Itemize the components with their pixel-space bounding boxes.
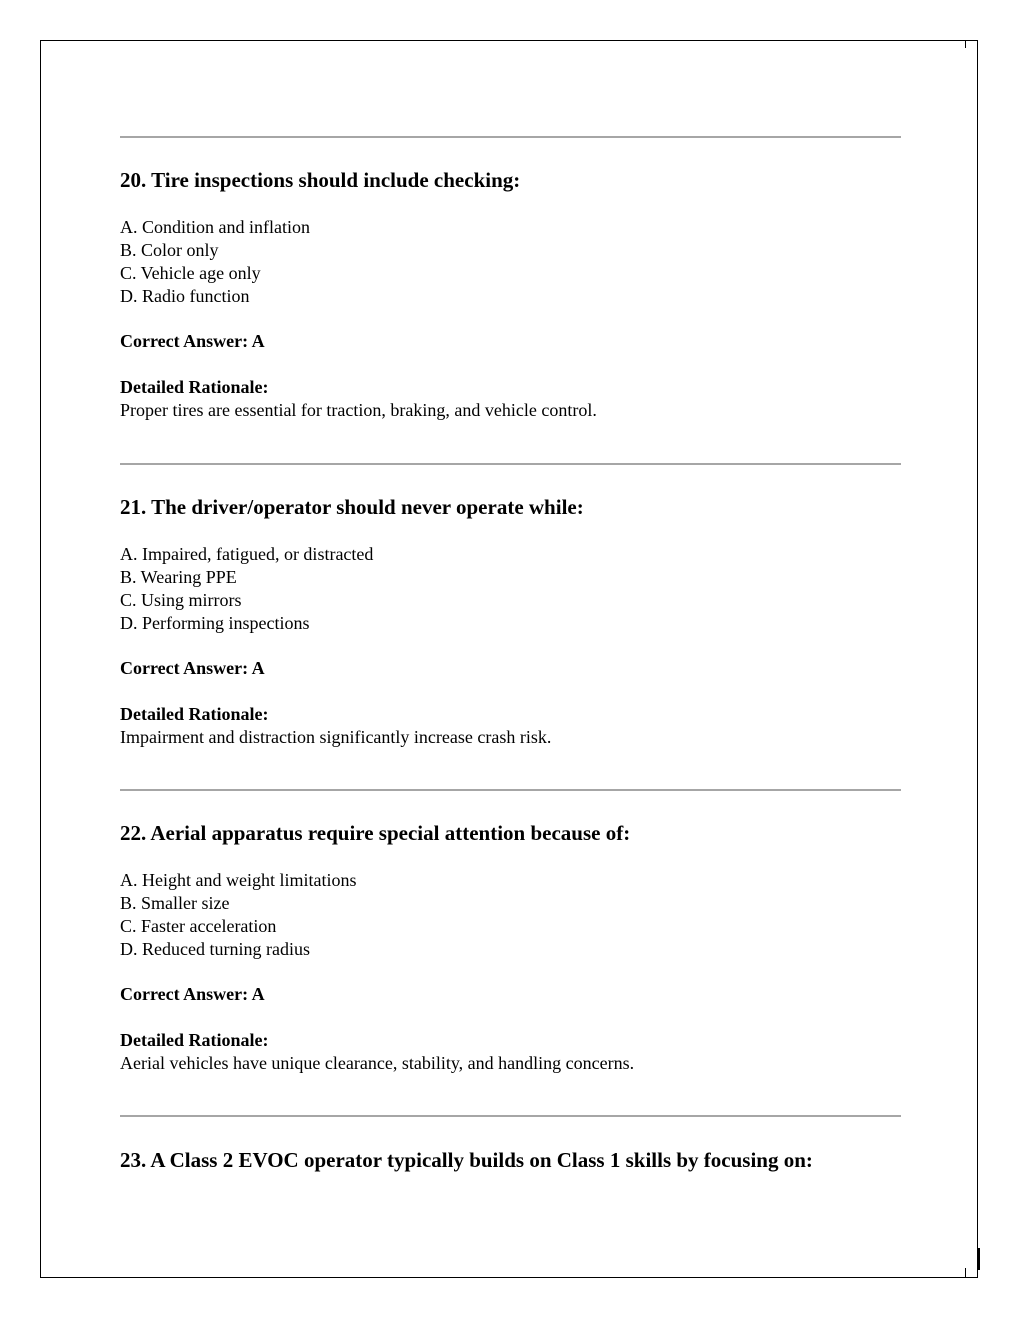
- rationale-text: Proper tires are essential for traction, braking, and vehicle control.: [120, 400, 597, 420]
- section-divider: [120, 789, 901, 791]
- correct-answer: Correct Answer: A: [120, 984, 265, 1004]
- section-divider: [120, 136, 901, 138]
- question-title: 22. Aerial apparatus require special attention because of:: [120, 821, 631, 845]
- question-title: 23. A Class 2 EVOC operator typically builds on Class 1 skills by focusing on:: [120, 1148, 813, 1172]
- crop-mark: [965, 40, 966, 48]
- option-d: D. Performing inspections: [120, 613, 310, 633]
- rationale-label: Detailed Rationale:: [120, 1030, 269, 1050]
- section-divider: [120, 463, 901, 465]
- option-b: B. Smaller size: [120, 893, 230, 913]
- option-c: C. Faster acceleration: [120, 916, 277, 936]
- option-b: B. Wearing PPE: [120, 567, 237, 587]
- rationale-text: Aerial vehicles have unique clearance, stability, and handling concerns.: [120, 1053, 635, 1073]
- option-d: D. Radio function: [120, 286, 250, 306]
- correct-answer: Correct Answer: A: [120, 658, 265, 678]
- option-a: A. Condition and inflation: [120, 217, 310, 237]
- option-b: B. Color only: [120, 240, 219, 260]
- question-title: 21. The driver/operator should never operate while:: [120, 495, 584, 519]
- options-list: [120, 543, 373, 635]
- crop-mark: [40, 1248, 41, 1270]
- question-title: 20. Tire inspections should include checking:: [120, 168, 521, 192]
- option-d: D. Reduced turning radius: [120, 939, 310, 959]
- options-list: [120, 216, 310, 308]
- option-c: C. Vehicle age only: [120, 263, 261, 283]
- rationale-text: Impairment and distraction significantly increase crash risk.: [120, 727, 552, 747]
- option-c: C. Using mirrors: [120, 590, 242, 610]
- rationale-label: Detailed Rationale:: [120, 704, 269, 724]
- options-list: [120, 869, 356, 961]
- crop-mark: [978, 1248, 980, 1270]
- section-divider: [120, 1115, 901, 1117]
- correct-answer: Correct Answer: A: [120, 331, 265, 351]
- rationale-label: Detailed Rationale:: [120, 377, 269, 397]
- option-a: A. Impaired, fatigued, or distracted: [120, 544, 374, 564]
- option-a: A. Height and weight limitations: [120, 870, 357, 890]
- crop-mark: [965, 1268, 966, 1278]
